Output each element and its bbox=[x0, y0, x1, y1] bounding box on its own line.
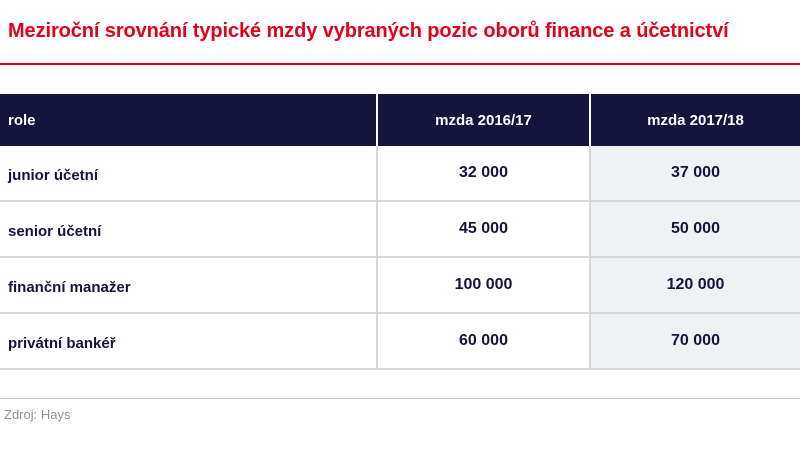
source-note: Zdroj: Hays bbox=[4, 407, 71, 422]
table-row bbox=[0, 202, 800, 258]
role-cell: privátní bankéř bbox=[0, 314, 376, 368]
table-row bbox=[0, 146, 800, 202]
table-row bbox=[0, 258, 800, 314]
title-divider bbox=[0, 63, 800, 65]
salary-2016-17-cell: 60 000 bbox=[376, 314, 589, 368]
header-role: role bbox=[0, 94, 376, 146]
salary-2017-18-cell: 120 000 bbox=[589, 258, 800, 312]
salary-table bbox=[0, 94, 800, 370]
header-year-2017-18: mzda 2017/18 bbox=[589, 94, 800, 146]
table-header-row bbox=[0, 94, 800, 146]
salary-2016-17-cell: 45 000 bbox=[376, 202, 589, 256]
salary-2016-17-cell: 100 000 bbox=[376, 258, 589, 312]
footer-divider bbox=[0, 398, 800, 399]
salary-2017-18-cell: 37 000 bbox=[589, 146, 800, 200]
chart-title: Meziroční srovnání typické mzdy vybraných pozic oborů finance a účetnictví bbox=[8, 20, 729, 42]
role-cell: junior účetní bbox=[0, 146, 376, 200]
role-cell: finanční manažer bbox=[0, 258, 376, 312]
salary-2016-17-cell: 32 000 bbox=[376, 146, 589, 200]
salary-2017-18-cell: 50 000 bbox=[589, 202, 800, 256]
table-row bbox=[0, 314, 800, 370]
role-cell: senior účetní bbox=[0, 202, 376, 256]
header-year-2016-17: mzda 2016/17 bbox=[376, 94, 589, 146]
salary-2017-18-cell: 70 000 bbox=[589, 314, 800, 368]
